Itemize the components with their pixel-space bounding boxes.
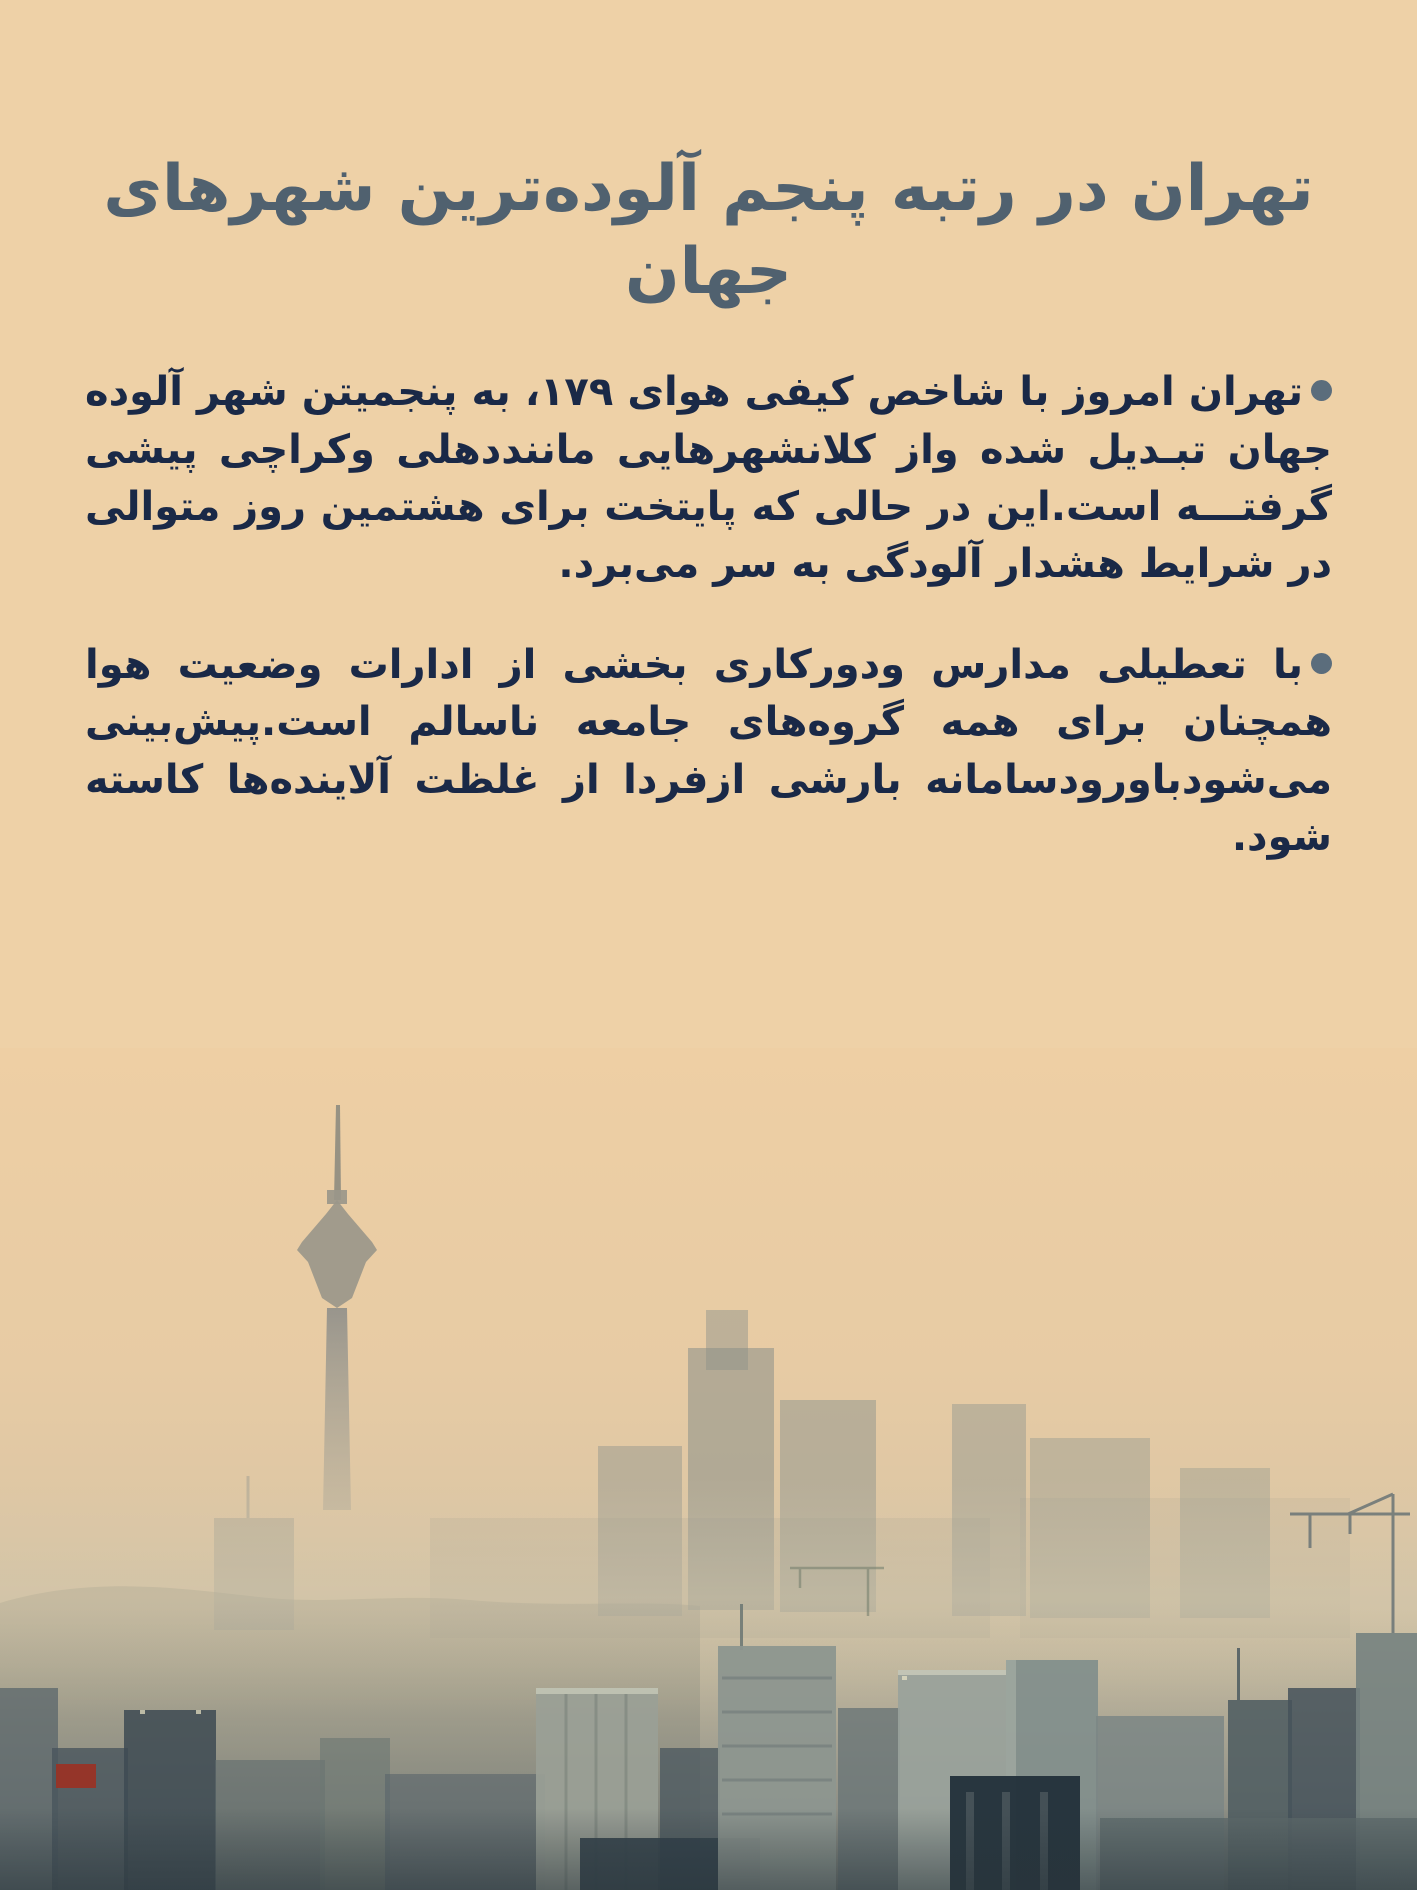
headline: تهران در رتبه پنجم آلوده‌ترین شهرهای جهان [103, 152, 1314, 310]
bullet-list [85, 364, 1332, 866]
bullet-text: با تعطیلی مدارس ودورکاری بخشی از ادارات وضعیت هوا همچنان برای همه گروه‌های جامعه ناسالم است.پیش‌بینی می‌شودباورودسامانه بارشی ازفردا از غلظت آلاینده‌ها کاسته شود. [85, 642, 1332, 860]
bottom-haze [0, 1808, 1417, 1890]
bullet-item [85, 364, 1332, 593]
bullet-icon [1311, 380, 1332, 401]
bullet-text: تهران امروز با شاخص کیفی هوای ۱۷۹، به پنجمیتن شهر آلوده جهان تبـدیل شده واز کلانشهرهایی ماننددهلی وکراچی پیشی گرفتـــه است.این در حالی که پایتخت برای هشتمین روز متوالی در شرایط هشدار آلودگی به سر می‌برد. [85, 369, 1332, 587]
tehran-skyline-photo [0, 1048, 1417, 1890]
text-block [0, 0, 1417, 910]
bullet-icon [1311, 653, 1332, 674]
red-accent [56, 1764, 96, 1788]
bullet-item [85, 637, 1332, 866]
tehran-skyline-illustration [0, 1048, 1417, 1890]
